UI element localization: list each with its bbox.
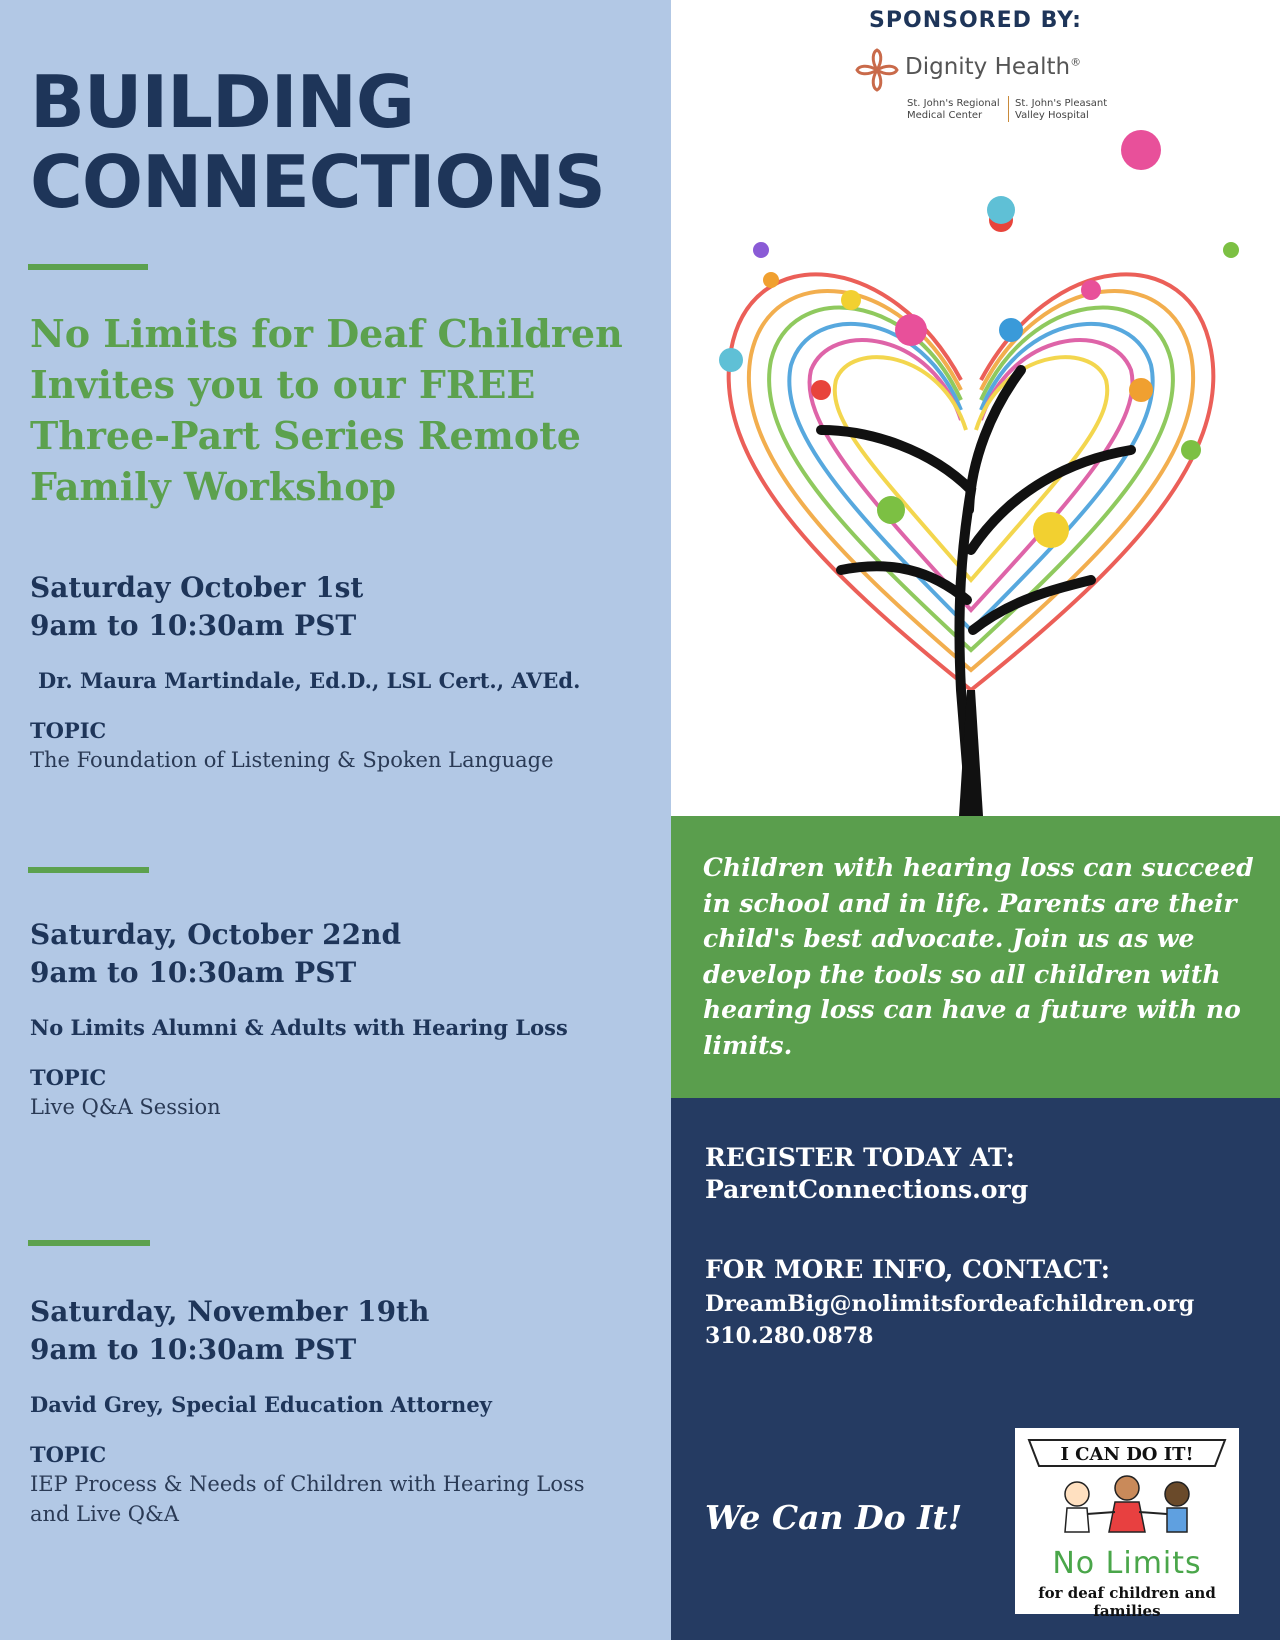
contact-box	[671, 1098, 1280, 1640]
message-box	[671, 816, 1280, 1098]
divider-bar	[28, 264, 148, 270]
heart-tree-illustration	[671, 130, 1280, 816]
contact-label: FOR MORE INFO, CONTACT:	[705, 1255, 1111, 1284]
logo-name: No Limits	[1052, 1546, 1202, 1581]
hospital-1: St. John's Regional Medical Center	[907, 98, 1000, 121]
register-url[interactable]: ParentConnections.org	[705, 1175, 1029, 1204]
session-topic: Live Q&A Session	[30, 1095, 221, 1119]
registered-mark: ®	[1070, 55, 1082, 69]
session-time: 9am to 10:30am PST	[30, 1333, 357, 1366]
session-date: Saturday October 1st	[30, 571, 364, 604]
register-label: REGISTER TODAY AT:	[705, 1143, 1015, 1172]
session-speaker: Dr. Maura Martindale, Ed.D., LSL Cert., AVEd.	[38, 668, 581, 693]
logo-divider	[1008, 96, 1009, 122]
session-topic-line-2: and Live Q&A	[30, 1502, 179, 1526]
dignity-health-name: Dignity Health®	[905, 54, 1082, 80]
divider-bar	[28, 1240, 150, 1246]
logo-banner-text: I CAN DO IT!	[1060, 1444, 1194, 1465]
session-3	[30, 1293, 660, 1529]
topic-label: TOPIC	[30, 1442, 107, 1467]
hospital-2: St. John's Pleasant Valley Hospital	[1015, 98, 1108, 121]
title-line-1: BUILDING	[30, 60, 414, 144]
session-time: 9am to 10:30am PST	[30, 609, 357, 642]
session-date: Saturday, October 22nd	[30, 918, 402, 951]
sponsored-by-label: SPONSORED BY:	[869, 8, 1082, 33]
workshop-headline: No Limits for Deaf Children Invites you to our FREE Three-Part Series Remote Family Workshop	[30, 311, 623, 509]
contact-phone[interactable]: 310.280.0878	[705, 1323, 874, 1349]
session-topic: The Foundation of Listening & Spoken Language	[30, 748, 554, 772]
title-line-2: CONNECTIONS	[30, 140, 605, 224]
right-column	[671, 0, 1280, 1640]
dignity-health-logo	[853, 46, 1153, 126]
message-text: Children with hearing loss can succeed in school and in life. Parents are their child's best advocate. Join us as we develop the tools so all children with hearing loss can have a future with no limits.	[703, 853, 1254, 1060]
contact-email[interactable]: DreamBig@nolimitsfordeafchildren.org	[705, 1291, 1195, 1317]
session-2	[30, 916, 660, 1122]
session-time: 9am to 10:30am PST	[30, 956, 357, 989]
session-date: Saturday, November 19th	[30, 1295, 430, 1328]
logo-tagline: for deaf children and families	[1038, 1584, 1216, 1620]
slogan: We Can Do It!	[705, 1498, 963, 1537]
no-limits-logo	[1015, 1428, 1239, 1620]
session-topic-line-1: IEP Process & Needs of Children with Hearing Loss	[30, 1472, 585, 1496]
kids-holding-hands-icon	[1015, 1428, 1239, 1548]
topic-label: TOPIC	[30, 1065, 107, 1090]
dignity-health-flower-icon	[853, 46, 901, 94]
topic-label: TOPIC	[30, 718, 107, 743]
session-1	[30, 569, 660, 775]
page-title	[30, 62, 605, 222]
divider-bar	[28, 867, 149, 873]
session-speaker: No Limits Alumni & Adults with Hearing Loss	[30, 1015, 568, 1040]
session-speaker: David Grey, Special Education Attorney	[30, 1392, 492, 1417]
